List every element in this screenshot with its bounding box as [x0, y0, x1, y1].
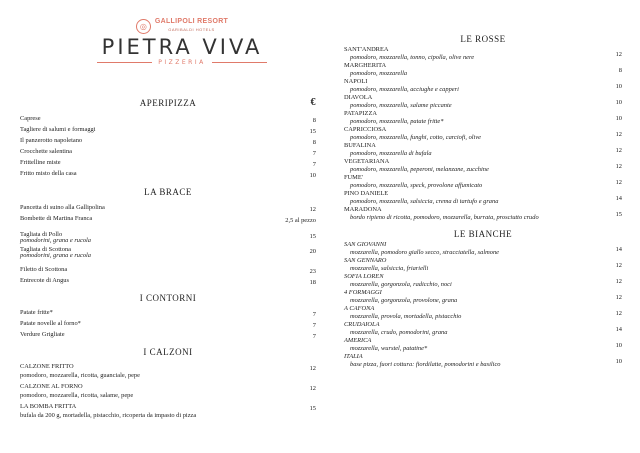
menu-item [20, 330, 316, 341]
menu-item [20, 169, 316, 180]
menu-item [20, 265, 316, 276]
currency-symbol: € [310, 97, 316, 108]
menu-item-price: 12 [615, 278, 622, 285]
menu-item [344, 321, 622, 337]
menu-item-text [20, 136, 82, 145]
menu-item-text [20, 114, 41, 123]
contorni-list [20, 308, 316, 341]
menu-item-description: pomodoro, mozzarella di bufala [350, 150, 432, 157]
menu-item-text [20, 265, 67, 274]
menu-item-price: 10 [615, 115, 622, 122]
menu-item-text [20, 158, 61, 167]
restaurant-subtitle: PIZZERIA [158, 59, 206, 66]
menu-item-name: MARGHERITA [344, 62, 387, 69]
menu-item [344, 289, 622, 305]
menu-item [20, 114, 316, 125]
menu-item-name: SAN GIOVANNI [344, 241, 387, 248]
menu-item-text [344, 94, 452, 110]
divider-right [212, 62, 267, 63]
menu-item-text [344, 257, 428, 273]
menu-item-text [344, 110, 443, 126]
menu-item-name: Verdure Grigliate [20, 331, 65, 338]
menu-item-price: 15 [615, 211, 622, 218]
menu-item [344, 174, 622, 190]
menu-item-price: 12 [615, 51, 622, 58]
menu-item-name: MARADONA [344, 206, 382, 213]
menu-item-name: Il panzerotto napoletano [20, 137, 83, 144]
menu-item-text [20, 125, 96, 134]
menu-item-name: PATAPIZZA [344, 110, 377, 117]
divider-left [97, 62, 152, 63]
menu-item-price: 12 [615, 163, 622, 170]
menu-item [20, 362, 316, 380]
menu-item [20, 402, 316, 420]
menu-item-name: BUFALINA [344, 142, 376, 149]
menu-item-description: pomodoro, mozzarella, speck, provolone affumicato [350, 182, 483, 189]
menu-item-price: 23 [309, 268, 316, 275]
menu-item-description: mozzarella, provola, mortadella, pistacchio [350, 313, 462, 320]
menu-item-text [344, 337, 427, 353]
section-title-bianche: LE BIANCHE [453, 229, 513, 239]
menu-item-text [344, 289, 457, 305]
menu-item [20, 125, 316, 136]
menu-item-name: PINO DANIELE [344, 190, 389, 197]
menu-item-description: pomodorini, grana e rucola [20, 237, 92, 244]
menu-item-description: pomodoro, mozzarella, salame piccante [350, 102, 452, 109]
menu-item-price: 15 [309, 128, 316, 135]
aperipizza-list [20, 114, 316, 180]
menu-item-price: 10 [615, 99, 622, 106]
brace-list [20, 203, 316, 287]
menu-item-name: CAPRICCIOSA [344, 126, 387, 133]
menu-item [20, 214, 316, 225]
menu-item-description: mozzarella, gorgonzola, radicchio, noci [350, 281, 452, 288]
menu-item-description: pomodoro, mozzarella, salsiccia, crema di tartufo e grana [350, 198, 499, 205]
menu-item-description: pomodoro, mozzarella [350, 70, 408, 77]
menu-item [344, 110, 622, 126]
menu-item-name: NAPOLI [344, 78, 368, 85]
menu-item-price: 8 [312, 117, 316, 124]
menu-item-text [20, 147, 72, 156]
menu-item-name: Bombette di Martina Franca [20, 215, 93, 222]
menu-item-description: pomodorini, grana e rucola [20, 252, 92, 259]
logo [20, 18, 316, 90]
menu-item-text [344, 241, 499, 257]
menu-item-text [20, 276, 69, 285]
rosse-list [344, 46, 622, 222]
menu-item [20, 136, 316, 147]
menu-item [344, 94, 622, 110]
menu-item-text [344, 353, 500, 369]
menu-item-text [344, 78, 459, 94]
menu-item-text [344, 305, 461, 321]
menu-item-description: mozzarella, pomodoro giallo secco, stracciatella, salmone [350, 249, 499, 256]
menu-item-text [344, 142, 432, 158]
menu-item-description: mozzarella, wurstel, patatine* [350, 345, 428, 352]
menu-item-price: 20 [309, 248, 316, 255]
menu-item [344, 305, 622, 321]
menu-item-name: CALZONE AL FORNO [20, 383, 83, 390]
menu-item-text [344, 46, 474, 62]
menu-item-name: DIAVOLA [344, 94, 373, 101]
resort-emblem-icon: ◎ [136, 19, 151, 34]
menu-item-name: SOFIA LOREN [344, 273, 384, 280]
menu-item [344, 78, 622, 94]
menu-item-price: 12 [615, 131, 622, 138]
menu-item-name: Frittelline miste [20, 159, 61, 166]
menu-item-name: Tagliere di salumi e formaggi [20, 126, 96, 133]
menu-item [20, 147, 316, 158]
menu-item-price: 12 [615, 262, 622, 269]
section-title-contorni: I CONTORNI [139, 293, 197, 303]
menu-item-price: 10 [615, 83, 622, 90]
menu-item-description: pomodoro, mozzarella, peperoni, melanzane, zucchine [350, 166, 489, 173]
bianche-list [344, 241, 622, 369]
menu-item-price: 8 [618, 67, 622, 74]
menu-item-description: pomodoro, mozzarella, acciughe e capperi [350, 86, 459, 93]
menu-item-name: A CAFONA [344, 305, 375, 312]
menu-item-text [344, 190, 498, 206]
menu-item-price: 7 [312, 322, 316, 329]
menu-item-description: bordo ripieno di ricotta, pomodoro, mozzarella, burrata, prosciutto crudo [350, 214, 539, 221]
subtitle-row [48, 59, 316, 66]
menu-item-name: SANT'ANDREA [344, 46, 389, 53]
menu-item-text [344, 206, 539, 222]
section-title-rosse: LE ROSSE [460, 34, 506, 44]
menu-item-description: mozzarella, salsiccia, friarielli [350, 265, 429, 272]
menu-item-name: AMERICA [344, 337, 372, 344]
menu-item-text [20, 402, 196, 420]
section-title-calzoni: I CALZONI [143, 347, 193, 357]
menu-item-text [344, 62, 407, 78]
menu-item [344, 241, 622, 257]
menu-item-description: mozzarella, gorgonzola, provolone, grana [350, 297, 458, 304]
menu-item [20, 203, 316, 214]
menu-item [344, 273, 622, 289]
menu-item [344, 353, 622, 369]
left-column [20, 18, 316, 422]
menu-item-price: 10 [615, 342, 622, 349]
menu-item-price: 7 [312, 161, 316, 168]
menu-item-text [20, 319, 81, 328]
menu-item [344, 257, 622, 273]
menu-item-text [20, 169, 77, 178]
menu-item-price: 12 [615, 294, 622, 301]
menu-item [20, 319, 316, 330]
section-title-aperipizza: APERIPIZZA € [139, 97, 316, 108]
menu-item [344, 158, 622, 174]
menu-item-price: 15 [309, 405, 316, 412]
menu-item-price: 14 [615, 246, 622, 253]
menu-item-text [344, 126, 481, 142]
menu-item-price: 12 [309, 385, 316, 392]
menu-item-price: 15 [309, 233, 316, 240]
menu-item-description: pomodoro, mozzarella, funghi, cotto, carciofi, olive [350, 134, 481, 141]
menu-item-description: mozzarella, crudo, pomodorini, grana [350, 329, 448, 336]
resort-subname: GARIBALDI HOTELS [168, 27, 215, 32]
menu-item-name: Entrecote di Angus [20, 277, 69, 284]
menu-item-price: 14 [615, 326, 622, 333]
menu-item-name: Crocchette salentina [20, 148, 72, 155]
menu-item [20, 308, 316, 319]
menu-item [344, 126, 622, 142]
menu-item-price: 7 [312, 333, 316, 340]
menu-item [344, 190, 622, 206]
menu-item-price: 10 [309, 172, 316, 179]
menu-item-price: 2,5 al pezzo [285, 217, 316, 224]
menu-item-price: 14 [615, 195, 622, 202]
menu-item-price: 7 [312, 311, 316, 318]
calzoni-list [20, 362, 316, 420]
menu-item-text [20, 330, 65, 339]
menu-item-name: 4 FORMAGGI [344, 289, 382, 296]
menu-item-description: base pizza, fuori cottura: fiordilatte, pomodorini e basilico [350, 361, 501, 368]
right-column [344, 34, 622, 369]
menu-item-price: 10 [615, 358, 622, 365]
menu-item-name: Tagliata di Pollo [20, 231, 63, 238]
menu-item [344, 142, 622, 158]
menu-item-price: 12 [615, 147, 622, 154]
menu-item [20, 158, 316, 169]
menu-item-price: 12 [309, 206, 316, 213]
menu-item-text [344, 174, 482, 190]
menu-item-text [20, 308, 53, 317]
menu-item [344, 62, 622, 78]
menu-item-price: 7 [312, 150, 316, 157]
section-title-brace: LA BRACE [144, 187, 192, 197]
menu-item [344, 206, 622, 222]
group-logo [48, 18, 316, 34]
menu-item-text [20, 203, 105, 212]
menu-item-name: CRUDAIOLA [344, 321, 380, 328]
menu-item-name: Patate novelle al forno* [20, 320, 81, 327]
menu-item-name: ITALIA [344, 353, 363, 360]
menu-item-name: Fritto misto della casa [20, 170, 77, 177]
menu-item-text [20, 245, 91, 260]
menu-item-price: 12 [309, 365, 316, 372]
menu-item-name: FUME' [344, 174, 363, 181]
restaurant-name: PIETRA VIVA [101, 35, 263, 59]
menu-item [20, 230, 316, 245]
menu-item-name: Tagliata di Scottona [20, 246, 72, 253]
menu-item [20, 276, 316, 287]
menu-item-name: Pancetta di suino alla Gallipolina [20, 204, 105, 211]
menu-item-text [344, 273, 452, 289]
menu-item [344, 337, 622, 353]
menu-item-description: pomodoro, mozzarella, ricotta, guanciale, pepe [20, 372, 140, 379]
menu-item-price: 12 [615, 310, 622, 317]
menu-item-name: Filetto di Scottona [20, 266, 68, 273]
menu-item-name: SAN GENNARO [344, 257, 387, 264]
menu-item-price: 8 [312, 139, 316, 146]
menu-item-description: pomodoro, mozzarella, ricotta, salame, pepe [20, 392, 134, 399]
menu-item-name: LA BOMBA FRITTA [20, 403, 77, 410]
menu-item-text [344, 158, 489, 174]
menu-item-name: CALZONE FRITTO [20, 363, 74, 370]
menu-item-description: pomodoro, mozzarella, patate fritte* [350, 118, 444, 125]
menu-item-text [20, 230, 91, 245]
menu-item-description: bufala da 200 g, mortadella, pistacchio, ricoperta da impasto di pizza [20, 412, 197, 419]
menu-item-text [344, 321, 447, 337]
menu-item-name: Caprese [20, 115, 41, 122]
menu-item-description: pomodoro, mozzarella, tonno, cipolla, olive nere [350, 54, 475, 61]
menu-item-text [20, 382, 133, 400]
menu-item-text [20, 362, 140, 380]
menu-item [344, 46, 622, 62]
menu-item-name: Patate fritte* [20, 309, 53, 316]
menu-item-name: VEGETARIANA [344, 158, 390, 165]
menu-item-price: 12 [615, 179, 622, 186]
menu-item-price: 18 [309, 279, 316, 286]
menu-item-text [20, 214, 92, 223]
menu-item [20, 382, 316, 400]
resort-name: GALLIPOLI RESORT [154, 18, 229, 25]
menu-item [20, 245, 316, 260]
